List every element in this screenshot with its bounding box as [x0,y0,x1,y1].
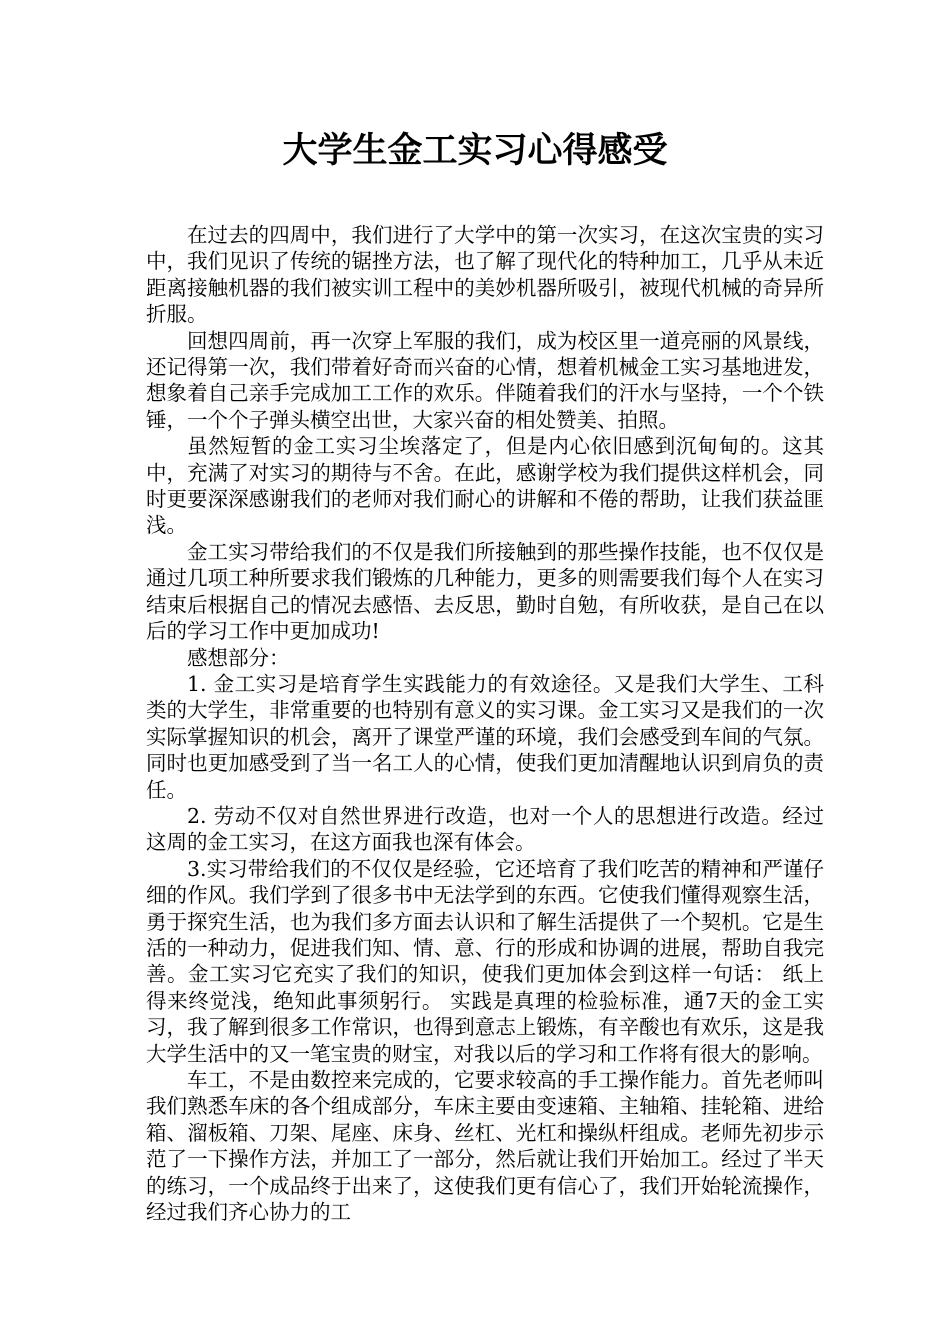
paragraph: 回想四周前，再一次穿上军服的我们，成为校区里一道亮丽的风景线，还记得第一次，我们带着好奇而兴奋的心情，想着机械金工实习基地进发，想象着自己亲手完成加工工作的欢乐。伴随着我们的汗水与坚持，一个个铁锤，一个个子弹头横空出世，大家兴奋的相处赞美、拍照。 [146,328,824,432]
numbered-paragraph: 3.实习带给我们的不仅仅是经验，它还培育了我们吃苦的精神和严谨仔细的作风。我们学到了很多书中无法学到的东西。它使我们懂得观察生活，勇于探究生活，也为我们多方面去认识和了解生活提供了一个契机。它是生活的一种动力，促进我们知、情、意、行的形成和协调的进展，帮助自我完善。金工实习它充实了我们的知识，使我们更加体会到这样一句话： 纸上得来终觉浅，绝知此事须躬行。 实践是真理的检验标准，通7天的金工实习，我了解到很多工作常识，也得到意志上锻炼，有辛酸也有欢乐，这是我大学生活中的又一笔宝贵的财宝，对我以后的学习和工作将有很大的影响。 [146,856,824,1066]
paragraph: 虽然短暂的金工实习尘埃落定了，但是内心依旧感到沉甸甸的。这其中，充满了对实习的期待与不舍。在此，感谢学校为我们提供这样机会，同时更要深深感谢我们的老师对我们耐心的讲解和不倦的帮助，让我们获益匪浅。 [146,434,824,538]
section-heading: 感想部分： [187,645,290,670]
document-body [146,222,824,1225]
paragraph: 金工实习带给我们的不仅是我们所接触到的那些操作技能，也不仅仅是通过几项工种所要求我们锻炼的几种能力，更多的则需要我们每个人在实习结束后根据自己的情况去感悟、去反思，勤时自勉，有所收获，是自己在以后的学习工作中更加成功! [146,539,824,644]
paragraph: 在过去的四周中，我们进行了大学中的第一次实习，在这次宝贵的实习中，我们见识了传统的锯挫方法，也了解了现代化的特种加工，几乎从未近距离接触机器的我们被实训工程中的美妙机器所吸引，被现代机械的奇异所折服。 [146,223,824,327]
numbered-paragraph: 1. 金工实习是培育学生实践能力的有效途径。又是我们大学生、工科类的大学生，非常重要的也特别有意义的实习课。金工实习又是我们的一次实际掌握知识的机会，离开了课堂严谨的环境，我们会感受到车间的气氛。同时也更加感受到了当一名工人的心情，使我们更加清醒地认识到肩负的责任。 [146,671,824,802]
paragraph: 车工，不是由数控来完成的，它要求较高的手工操作能力。首先老师叫我们熟悉车床的各个组成部分，车床主要由变速箱、主轴箱、挂轮箱、进给箱、溜板箱、刀架、尾座、床身、丝杠、光杠和操纵杆组成。老师先初步示范了一下操作方法，并加工了一部分，然后就让我们开始加工。经过了半天的练习，一个成品终于出来了，这使我们更有信心了，我们开始轮流操作，经过我们齐心协力的工 [146,1068,824,1225]
document-title: 大学生金工实习心得感受 [282,131,668,171]
numbered-paragraph: 2. 劳动不仅对自然世界进行改造，也对一个人的思想进行改造。经过这周的金工实习，在这方面我也深有体会。 [146,803,824,855]
